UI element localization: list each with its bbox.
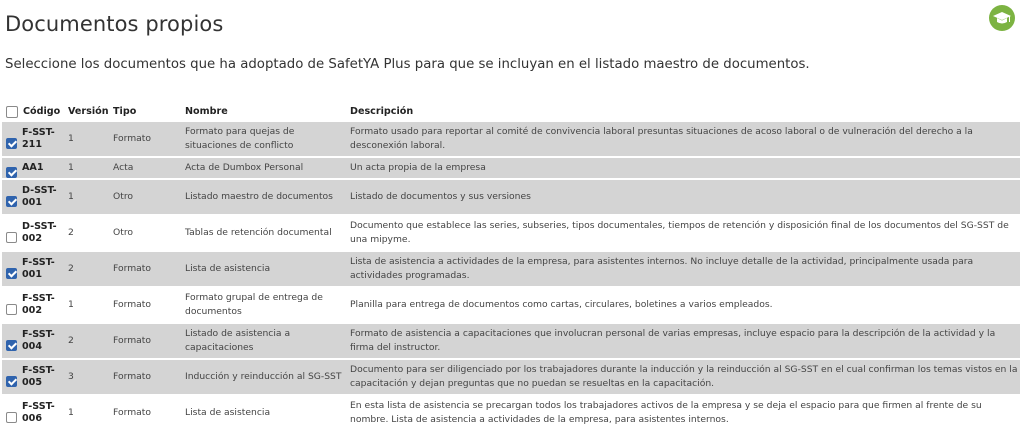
row-type: Formato [109, 360, 177, 394]
row-version: 3 [64, 360, 109, 394]
table-row[interactable] [2, 324, 1020, 358]
table-row[interactable] [2, 252, 1020, 286]
row-name: Lista de asistencia [177, 252, 347, 286]
row-description: Planilla para entrega de documentos como cartas, circulares, boletines a varios empleados. [350, 298, 773, 310]
header-code-label: Código [23, 106, 61, 117]
row-version: 1 [64, 122, 109, 156]
header-code [2, 103, 64, 120]
row-code: F-SST-004 [22, 329, 55, 352]
row-type: Formato [109, 252, 177, 286]
row-name: Formato grupal de entrega de documentos [185, 291, 323, 317]
row-code: D-SST-001 [22, 185, 57, 208]
row-type: Formato [113, 298, 151, 310]
table-header-row [2, 103, 1020, 120]
row-code-cell [2, 216, 64, 250]
row-version: 1 [64, 158, 109, 178]
page-subtitle: Seleccione los documentos que ha adoptado de SafetYA Plus para que se incluyan en el listado maestro de documentos. [5, 57, 810, 72]
row-description: Listado de documentos y sus versiones [347, 180, 1020, 214]
row-name: Inducción y reinducción al SG-SST [177, 360, 347, 394]
documents-table [2, 101, 1020, 432]
select-all-checkbox[interactable] [6, 106, 18, 118]
row-code-cell [2, 396, 64, 430]
table-row[interactable] [2, 360, 1020, 394]
row-select-checkbox[interactable] [6, 268, 17, 279]
row-name: Tablas de retención documental [185, 226, 332, 238]
row-type: Formato [109, 324, 177, 358]
row-type: Otro [113, 226, 134, 238]
row-version: 1 [68, 298, 74, 310]
row-code: F-SST-002 [22, 293, 55, 316]
row-type: Acta [109, 158, 177, 178]
row-version: 2 [68, 226, 74, 238]
row-type: Formato [109, 122, 177, 156]
header-description: Descripción [350, 106, 414, 117]
row-code: AA1 [22, 162, 44, 173]
row-name: Listado de asistencia a capacitaciones [177, 324, 347, 358]
row-select-checkbox[interactable] [6, 412, 17, 423]
row-version: 2 [64, 252, 109, 286]
row-version: 2 [64, 324, 109, 358]
row-code-cell [2, 122, 64, 156]
table-row[interactable] [2, 180, 1020, 214]
row-type: Otro [109, 180, 177, 214]
row-description: Un acta propia de la empresa [347, 158, 1020, 178]
row-code-cell [2, 360, 64, 394]
row-code-cell [2, 288, 64, 322]
row-version: 1 [68, 406, 74, 418]
table-row[interactable] [2, 288, 1020, 322]
table-row[interactable] [2, 158, 1020, 178]
header-type: Tipo [113, 106, 137, 117]
row-select-checkbox[interactable] [6, 196, 17, 207]
table-row[interactable] [2, 396, 1020, 430]
table-row[interactable] [2, 122, 1020, 156]
row-select-checkbox[interactable] [6, 304, 17, 315]
row-description: Formato de asistencia a capacitaciones que involucran personal de varias empresas, incluye espacio para la descripción de la actividad y la firma del instructor. [347, 324, 1020, 358]
row-description: Documento que establece las series, subseries, tipos documentales, tiempos de retención y disposición final de los documentos del SG-SST de una mipyme. [350, 219, 1009, 245]
row-select-checkbox[interactable] [6, 340, 17, 351]
row-description: Documento para ser diligenciado por los trabajadores durante la inducción y la reinducción al SG-SST en el cual confirman los temas vistos en la capacitación y dejan preguntas que no puedan se resueltas en la capacitación. [347, 360, 1020, 394]
table-row[interactable] [2, 216, 1020, 250]
row-version: 1 [64, 180, 109, 214]
header-name: Nombre [185, 106, 228, 117]
row-description: Formato usado para reportar al comité de convivencia laboral presuntas situaciones de acoso laboral o de vulneración del derecho a la desconexión laboral. [347, 122, 1020, 156]
row-select-checkbox[interactable] [6, 138, 17, 149]
row-code: F-SST-006 [22, 401, 55, 424]
row-description: Lista de asistencia a actividades de la empresa, para asistentes internos. No incluye detalle de la actividad, principalmente usada para actividades programadas. [347, 252, 1020, 286]
header-version: Versión [68, 106, 109, 117]
row-code: F-SST-001 [22, 257, 55, 280]
row-name: Listado maestro de documentos [177, 180, 347, 214]
row-description: En esta lista de asistencia se precargan todos los trabajadores activos de la empresa y se deja el espacio para que firmen al frente de su nombre. Lista de asistencia a actividades de la empresa, para asistentes internos. [350, 399, 982, 425]
row-code-cell [2, 180, 64, 214]
row-type: Formato [113, 406, 151, 418]
row-name: Formato para quejas de situaciones de conflicto [177, 122, 347, 156]
row-name: Lista de asistencia [185, 406, 271, 418]
row-code-cell [2, 158, 64, 178]
row-code-cell [2, 252, 64, 286]
graduation-cap-icon [989, 5, 1015, 31]
row-code-cell [2, 324, 64, 358]
row-select-checkbox[interactable] [6, 376, 17, 387]
row-name: Acta de Dumbox Personal [177, 158, 347, 178]
row-code: F-SST-211 [22, 127, 55, 150]
row-select-checkbox[interactable] [6, 232, 17, 243]
row-code: D-SST-002 [22, 221, 57, 244]
page-title: Documentos propios [5, 12, 224, 36]
row-code: F-SST-005 [22, 365, 55, 388]
row-select-checkbox[interactable] [6, 167, 17, 178]
